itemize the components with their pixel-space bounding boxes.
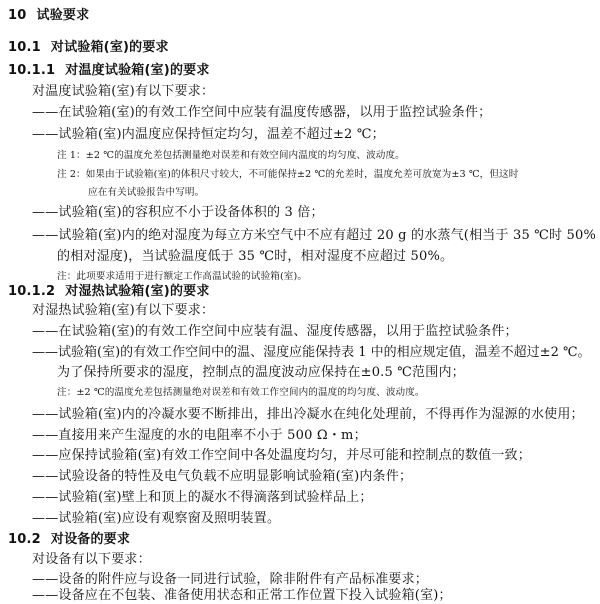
list-item: ——试验箱(室)的有效工作空间中的温、湿度应能保持表 1 中的相应规定值，温差不超过±2 ℃。: [32, 345, 591, 360]
paragraph-intro: 对湿热试验箱(室)有以下要求：: [32, 303, 215, 318]
note: 注：±2 ℃的温度允差包括测量绝对误差和有效工作空间内的温度的均匀度、波动度。: [57, 387, 425, 398]
subsection-heading-10-1-2: [8, 284, 210, 300]
note-continuation: 应在有关试验报告中写明。: [88, 187, 205, 198]
note: 注 2：如果由于试验箱(室)的体积尺寸较大，不可能保持±2 ℃的允差时，温度允差可放宽为±3 ℃，但这时: [57, 169, 519, 180]
subsection-heading-10-2: [8, 532, 130, 548]
section-number: 10: [8, 8, 27, 23]
list-item: ——试验设备的特性及电气负载不应明显影响试验箱(室)内条件；: [32, 469, 413, 484]
list-item: ——设备的附件应与设备一同进行试验，除非附件有产品标准要求；: [32, 572, 429, 587]
list-item: ——试验箱(室)内的绝对湿度为每立方米空气中不应有超过 20 g 的水蒸气(相当于 35 ℃时 50%: [32, 228, 597, 243]
subsection-heading-10-1-1: [8, 63, 210, 79]
paragraph-intro: 对设备有以下要求：: [32, 552, 151, 567]
list-item-continuation: 为了保持所要求的湿度，控制点的温度波动应保持在±0.5 ℃范围内；: [57, 365, 465, 380]
subsection-number: 10.2: [8, 532, 41, 547]
list-item: ——试验箱(室)应设有观察窗及照明装置。: [32, 511, 281, 526]
list-item: ——设备应在不包装、准备使用状态和正常工作位置下投入试验箱(室)；: [32, 588, 452, 603]
paragraph-intro: 对温度试验箱(室)有以下要求：: [32, 84, 215, 99]
subsection-title: 对设备的要求: [50, 532, 131, 547]
list-item: ——试验箱(室)的容积应不小于设备体积的 3 倍；: [32, 205, 324, 220]
list-item-continuation: 的相对湿度)，当试验温度低于 35 ℃时，相对湿度不应超过 50%。: [57, 249, 454, 264]
subsection-number: 10.1.1: [8, 63, 56, 78]
subsection-title: 对温度试验箱(室)的要求: [65, 63, 210, 78]
list-item: ——试验箱(室)内温度应保持恒定均匀，温差不超过±2 ℃；: [32, 127, 385, 142]
list-item: ——试验箱(室)内的冷凝水要不断排出，排出冷凝水在纯化处理前，不得再作为湿源的水使用；: [32, 407, 584, 422]
subsection-number: 10.1: [8, 40, 41, 55]
note: 注 1：±2 ℃的温度允差包括测量绝对误差和有效空间内温度的均匀度、波动度。: [57, 150, 405, 161]
subsection-title: 对湿热试验箱(室)的要求: [65, 284, 210, 299]
subsection-heading-10-1: [8, 40, 169, 56]
list-item: ——应保持试验箱(室)有效工作空间中各处温度均匀，并尽可能和控制点的数值一致；: [32, 448, 531, 463]
list-item: ——直接用来产生湿度的水的电阻率不小于 500 Ω・m；: [32, 428, 367, 443]
list-item: ——在试验箱(室)的有效工作空间中应装有温度传感器，以用于监控试验条件；: [32, 105, 492, 120]
note: 注：此项要求适用于进行额定工作高温试验的试验箱(室)。: [57, 271, 308, 282]
section-heading: [8, 8, 89, 24]
section-title: 试验要求: [36, 8, 90, 23]
subsection-number: 10.1.2: [8, 284, 56, 299]
list-item: ——在试验箱(室)的有效工作空间中应装有温、湿度传感器，以用于监控试验条件；: [32, 324, 518, 339]
subsection-title: 对试验箱(室)的要求: [50, 40, 169, 55]
list-item: ——试验箱(室)壁上和顶上的凝水不得滴落到试验样品上；: [32, 490, 373, 505]
